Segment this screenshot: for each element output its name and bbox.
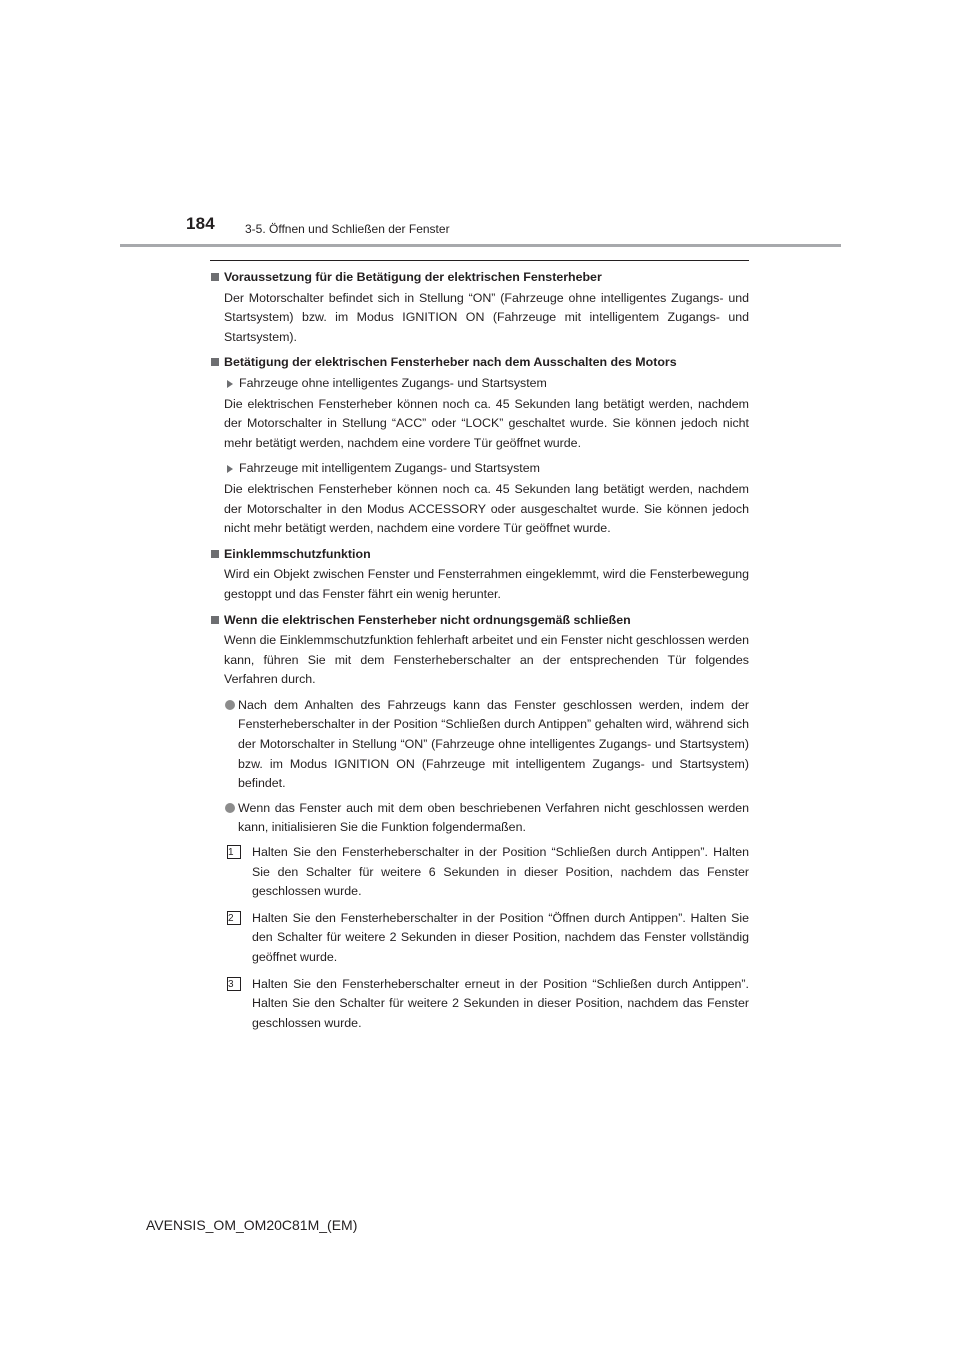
list-item: Wenn das Fenster auch mit dem oben beschriebenen Verfahren nicht geschlossen werden kann, initialisieren Sie die Funktion folgendermaßen.: [210, 799, 749, 838]
page-number: 184: [186, 214, 215, 233]
header-divider: [120, 244, 841, 247]
section-heading: Einklemmschutzfunktion: [210, 545, 749, 565]
list-item: Nach dem Anhalten des Fahrzeugs kann das Fenster geschlossen werden, indem der Fensterheberschalter in der Position “Schließen durch Antippen” gehalten wird, während sich der Motorschalter in Stellung “ON” (Fahrzeuge ohne intelligentes Zugangs- und Startsystem) bzw. im Modus IGNITION ON (Fahrzeuge mit intelligentem Zugangs- und Startsystem) befindet.: [210, 696, 749, 794]
section-text: Wird ein Objekt zwischen Fenster und Fensterrahmen eingeklemmt, wird die Fensterbewegung gestoppt und das Fenster fährt ein wenig herunter.: [224, 567, 749, 601]
triangle-bullet-icon: [227, 465, 233, 473]
square-bullet-icon: [211, 358, 219, 366]
square-bullet-icon: [211, 550, 219, 558]
content-top-rule: [210, 260, 749, 261]
subheading: Fahrzeuge ohne intelligentes Zugangs- und Startsystem: [210, 374, 749, 394]
step-number: 3: [227, 977, 241, 991]
step-item: 1 Halten Sie den Fensterheberschalter in der Position “Schließen durch Antippen”. Halten Sie den Schalter für weitere 6 Sekunden in dieser Position, nachdem das Fenster geschlossen wurde.: [228, 845, 749, 899]
section-heading: Betätigung der elektrischen Fensterheber nach dem Ausschalten des Motors: [210, 353, 749, 373]
circle-bullet-icon: [225, 803, 235, 813]
section-text: Die elektrischen Fensterheber können noch ca. 45 Sekunden lang betätigt werden, nachdem der Motorschalter in Stellung “ACC” oder “LOCK” geschaltet wurde. Sie können jedoch nicht mehr betätigt werden, nachdem eine vordere Tür geöffnet wurde.: [224, 396, 749, 450]
section-heading: Voraussetzung für die Betätigung der elektrischen Fensterheber: [210, 268, 749, 288]
square-bullet-icon: [211, 273, 219, 281]
section-text: Die elektrischen Fensterheber können noch ca. 45 Sekunden lang betätigt werden, nachdem der Motorschalter in den Modus ACCESSORY oder ausgeschaltet wurde. Sie können jedoch nicht mehr betätigt werden, nachdem eine vordere Tür geöffnet wurde.: [224, 481, 749, 536]
square-bullet-icon: [211, 616, 219, 624]
section-after-engine-off: [210, 353, 749, 538]
section-text: Der Motorschalter befindet sich in Stellung “ON” (Fahrzeuge ohne intelligentes Zugangs- und Startsystem) bzw. im Modus IGNITION ON (Fahrzeuge mit intelligentem Zugangs- und Startsystem).: [224, 290, 749, 344]
subheading: Fahrzeuge mit intelligentem Zugangs- und Startsystem: [210, 459, 749, 479]
section-not-closing: [210, 611, 749, 1034]
step-item: 3 Halten Sie den Fensterheberschalter erneut in der Position “Schließen durch Antippen”. Halten Sie den Schalter für weitere 2 Sekunden in dieser Position, nachdem das Fenster geschlossen wurde.: [228, 976, 749, 1030]
step-item: 2 Halten Sie den Fensterheberschalter in der Position “Öffnen durch Antippen”. Halten Sie den Schalter für weitere 2 Sekunden in dieser Position, nachdem das Fenster vollständig geöffnet wurde.: [228, 910, 749, 964]
section-heading: Wenn die elektrischen Fensterheber nicht ordnungsgemäß schließen: [210, 611, 749, 631]
section-jam-protection: [210, 545, 749, 605]
document-id: AVENSIS_OM_OM20C81M_(EM): [146, 1217, 358, 1233]
section-text: Wenn die Einklemmschutzfunktion fehlerhaft arbeitet und ein Fenster nicht geschlossen werden kann, führen Sie mit dem Fensterheberschalter an der entsprechenden Tür folgendes Verfahren durch.: [224, 633, 749, 687]
page-content: [210, 268, 749, 1040]
section-title: 3-5. Öffnen und Schließen der Fenster: [245, 222, 450, 236]
step-number: 2: [227, 911, 241, 925]
step-number: 1: [227, 845, 241, 859]
section-prerequisite: [210, 268, 749, 347]
circle-bullet-icon: [225, 700, 235, 710]
triangle-bullet-icon: [227, 380, 233, 388]
